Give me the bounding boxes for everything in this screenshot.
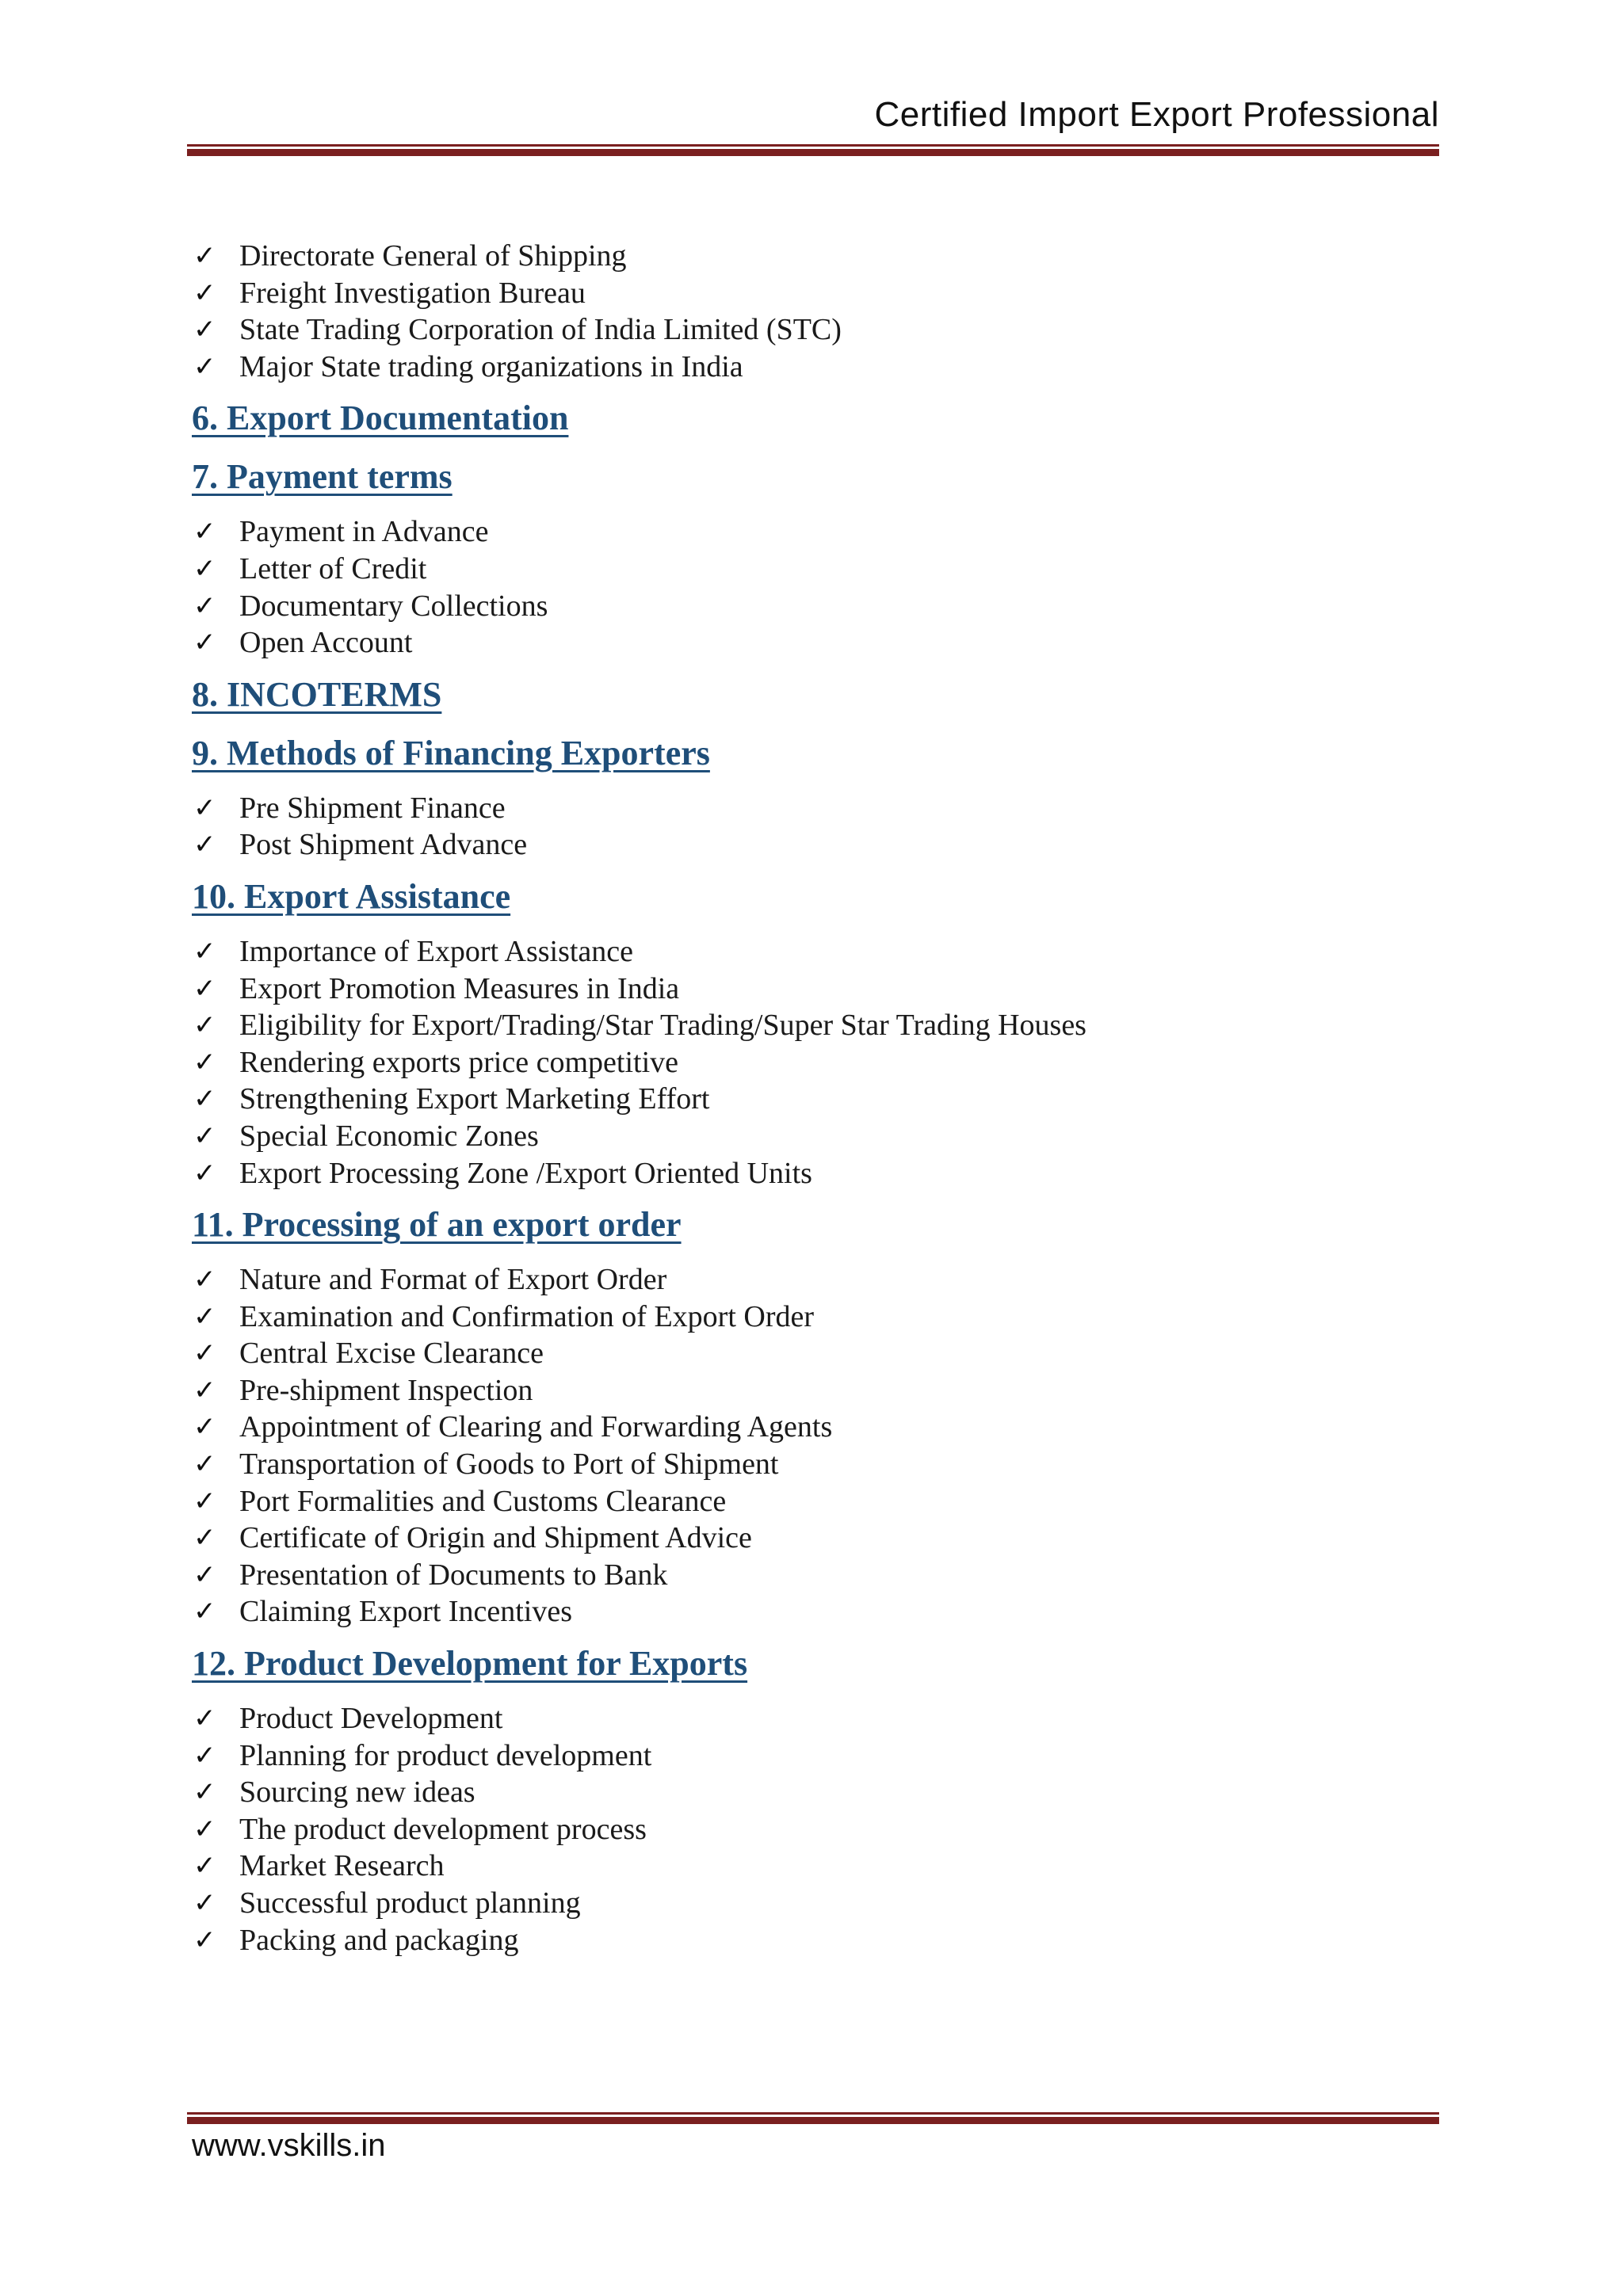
list-item: [190, 349, 1426, 386]
list-item: [190, 1007, 1426, 1044]
list-item: [190, 1155, 1426, 1192]
check-icon: ✓: [193, 1703, 216, 1735]
list-item-label: Packing and packaging: [239, 1923, 519, 1957]
section-checklist: [190, 933, 1426, 1192]
check-icon: ✓: [193, 1119, 216, 1152]
check-icon: ✓: [193, 1300, 216, 1333]
list-item-label: Strengthening Export Marketing Effort: [239, 1082, 710, 1116]
check-icon: ✓: [193, 627, 216, 659]
section-heading[interactable]: 8. INCOTERMS: [192, 674, 442, 714]
check-icon: ✓: [193, 935, 216, 967]
section: [190, 731, 1426, 864]
list-item: [190, 1922, 1426, 1959]
list-item-label: Transportation of Goods to Port of Shipment: [239, 1447, 779, 1482]
list-item-label: Major State trading organizations in India: [239, 349, 743, 383]
list-item-label: Importance of Export Assistance: [239, 934, 634, 968]
list-item: [190, 1557, 1426, 1594]
list-item: [190, 1520, 1426, 1557]
section: [190, 396, 1426, 441]
list-item-label: Product Development: [239, 1702, 503, 1736]
list-item: [190, 1700, 1426, 1737]
list-item: [190, 1118, 1426, 1155]
list-item-label: Examination and Confirmation of Export Order: [239, 1299, 814, 1333]
list-item: [190, 1848, 1426, 1885]
check-icon: ✓: [193, 1522, 216, 1554]
check-icon: ✓: [193, 1813, 216, 1845]
list-item-label: State Trading Corporation of India Limited (STC): [239, 313, 842, 347]
list-item: [190, 311, 1426, 349]
section: [190, 673, 1426, 717]
list-item: [190, 790, 1426, 827]
check-icon: ✓: [193, 829, 216, 861]
section-heading[interactable]: 10. Export Assistance: [192, 876, 511, 916]
list-item-label: Freight Investigation Bureau: [239, 276, 586, 310]
check-icon: ✓: [193, 516, 216, 548]
section-heading[interactable]: 6. Export Documentation: [192, 399, 569, 438]
list-item-label: Payment in Advance: [239, 515, 489, 549]
page-content: [190, 238, 1426, 1970]
section-heading[interactable]: 11. Processing of an export order: [192, 1205, 682, 1245]
check-icon: ✓: [193, 1739, 216, 1772]
section-heading[interactable]: 9. Methods of Financing Exporters: [192, 733, 710, 772]
check-icon: ✓: [193, 589, 216, 622]
page-footer-url: www.vskills.in: [192, 2128, 386, 2163]
list-item-label: Presentation of Documents to Bank: [239, 1558, 668, 1592]
check-icon: ✓: [193, 552, 216, 585]
check-icon: ✓: [193, 1157, 216, 1189]
check-icon: ✓: [193, 277, 216, 309]
list-item: [190, 826, 1426, 864]
list-item-label: Export Processing Zone /Export Oriented Units: [239, 1156, 812, 1190]
check-icon: ✓: [193, 240, 216, 272]
section: [190, 1642, 1426, 1958]
list-item: [190, 238, 1426, 275]
list-item: [190, 1372, 1426, 1409]
list-item: [190, 1335, 1426, 1372]
list-item: [190, 1409, 1426, 1446]
check-icon: ✓: [193, 1046, 216, 1078]
list-item-label: Successful product planning: [239, 1886, 581, 1920]
list-item: [190, 971, 1426, 1008]
list-item-label: The product development process: [239, 1812, 647, 1846]
list-item-label: Planning for product development: [239, 1738, 652, 1772]
list-item-label: Certificate of Origin and Shipment Advice: [239, 1521, 752, 1555]
footer-rule: [187, 2112, 1439, 2124]
check-icon: ✓: [193, 1850, 216, 1882]
list-item-label: Claiming Export Incentives: [239, 1595, 573, 1629]
check-icon: ✓: [193, 1009, 216, 1042]
list-item-label: Letter of Credit: [239, 551, 427, 585]
header-title: Certified Import Export Professional: [874, 95, 1439, 134]
header-rule: [187, 144, 1439, 156]
section-checklist: [190, 1261, 1426, 1630]
list-item: [190, 551, 1426, 588]
list-item: [190, 933, 1426, 971]
list-item: [190, 1081, 1426, 1118]
list-item: [190, 624, 1426, 662]
list-item: [190, 1483, 1426, 1520]
sections-container: [190, 396, 1426, 1958]
section-heading[interactable]: 12. Product Development for Exports: [192, 1644, 748, 1684]
list-item-label: Export Promotion Measures in India: [239, 971, 680, 1005]
list-item: [190, 1774, 1426, 1811]
section: [190, 455, 1426, 661]
list-item-label: Special Economic Zones: [239, 1119, 539, 1153]
check-icon: ✓: [193, 1924, 216, 1956]
check-icon: ✓: [193, 1264, 216, 1296]
section-checklist: [190, 1700, 1426, 1958]
section: [190, 875, 1426, 1192]
list-item-label: Sourcing new ideas: [239, 1775, 475, 1810]
list-item: [190, 1261, 1426, 1299]
check-icon: ✓: [193, 314, 216, 346]
list-item-label: Post Shipment Advance: [239, 828, 528, 862]
list-item: [190, 1811, 1426, 1848]
section-checklist: [190, 790, 1426, 864]
list-item: [190, 1885, 1426, 1922]
list-item: [190, 1593, 1426, 1630]
check-icon: ✓: [193, 1411, 216, 1444]
section: [190, 1203, 1426, 1630]
list-item-label: Pre-shipment Inspection: [239, 1373, 533, 1407]
list-item-label: Market Research: [239, 1849, 445, 1883]
list-item: [190, 1299, 1426, 1336]
list-item-label: Directorate General of Shipping: [239, 239, 627, 273]
list-item: [190, 1737, 1426, 1775]
check-icon: ✓: [193, 972, 216, 1005]
check-icon: ✓: [193, 1596, 216, 1628]
check-icon: ✓: [193, 1776, 216, 1809]
check-icon: ✓: [193, 1887, 216, 1919]
check-icon: ✓: [193, 1485, 216, 1517]
section-heading[interactable]: 7. Payment terms: [192, 457, 453, 497]
list-item: [190, 1044, 1426, 1081]
check-icon: ✓: [193, 791, 216, 824]
list-item-label: Central Excise Clearance: [239, 1337, 544, 1371]
list-item: [190, 1446, 1426, 1483]
list-item-label: Eligibility for Export/Trading/Star Trading/Super Star Trading Houses: [239, 1009, 1086, 1043]
check-icon: ✓: [193, 1374, 216, 1406]
list-item: [190, 275, 1426, 312]
list-item-label: Documentary Collections: [239, 589, 548, 623]
intro-checklist: [190, 238, 1426, 385]
list-item-label: Port Formalities and Customs Clearance: [239, 1484, 727, 1518]
list-item-label: Pre Shipment Finance: [239, 791, 506, 825]
list-item: [190, 588, 1426, 625]
check-icon: ✓: [193, 1558, 216, 1591]
list-item-label: Open Account: [239, 626, 413, 660]
list-item-label: Appointment of Clearing and Forwarding Agents: [239, 1410, 833, 1444]
list-item: [190, 513, 1426, 551]
check-icon: ✓: [193, 1083, 216, 1116]
check-icon: ✓: [193, 350, 216, 383]
list-item-label: Nature and Format of Export Order: [239, 1263, 667, 1297]
section-checklist: [190, 513, 1426, 661]
check-icon: ✓: [193, 1448, 216, 1481]
list-item-label: Rendering exports price competitive: [239, 1045, 678, 1079]
check-icon: ✓: [193, 1337, 216, 1370]
